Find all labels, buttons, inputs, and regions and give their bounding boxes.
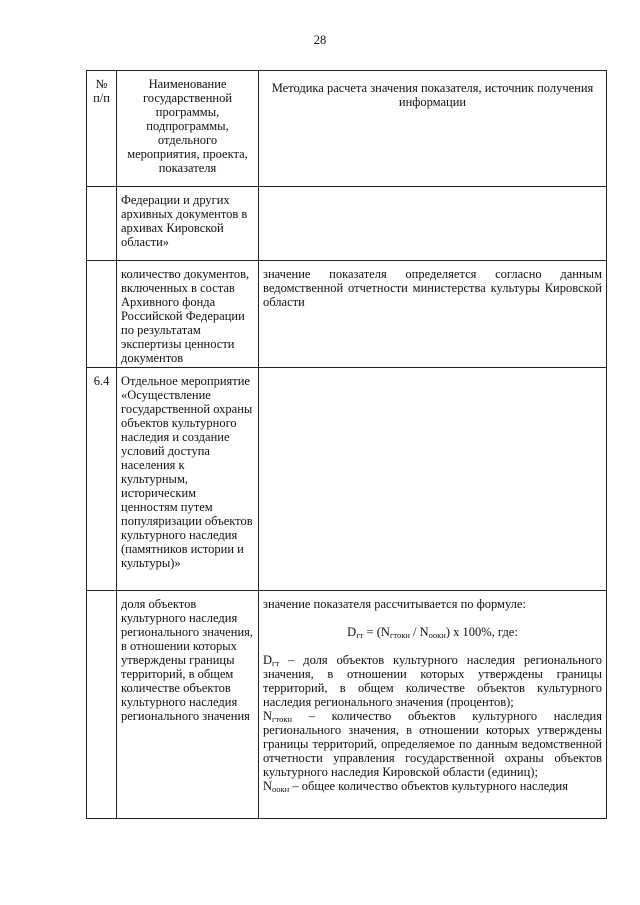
header-name: Наименование государственной программы, подпрограммы, отдельного мероприятия, проекта, показателя [117,71,259,187]
header-method: Методика расчета значения показателя, источник получения информации [259,71,607,187]
row-name: количество документов, включенных в состав Архивного фонда Российской Федерации по результатам экспертизы ценности документов [117,261,259,368]
definition-dgt: $D_{гт}$ – доля объектов культурного наследия регионального значения, в отношении которых утверждены границы территорий, в общем количестве объектов культурного наследия регионального значения (процентов); [263,653,602,709]
row-num [87,187,117,261]
table-row [87,261,607,368]
row-name: доля объектов культурного наследия регионального значения, в отношении которых утверждены границы территорий, в общем количестве объектов культурного наследия регионального значения [117,591,259,819]
method-intro: значение показателя рассчитывается по формуле: [263,597,526,611]
row-method [259,368,607,591]
row-method: значение показателя определяется согласно данным ведомственной отчетности министерства культуры Кировской области [259,261,607,368]
page-number: 28 [313,33,327,47]
methodology-table [86,70,607,819]
row-num: 6.4 [87,368,117,591]
definition-nookn: $N_{оокн}$ – общее количество объектов культурного наследия [263,779,568,794]
row-name: Отдельное мероприятие «Осуществление государственной охраны объектов культурного наследия и создание условий доступа населения к культурным, историческим ценностям путем популяризации объектов культурного наследия (памятников истории и культуры)» [117,368,259,591]
table-row [87,591,607,819]
row-name: Федерации и других архивных документов в архивах Кировской области» [117,187,259,261]
row-method [259,591,607,819]
row-num [87,591,117,819]
formula: $D_{гт} = (N_{гтокн} / N_{оокн})$ x 100%, где: [347,625,518,640]
row-method [259,187,607,261]
table-header-row [87,71,607,187]
table-row [87,368,607,591]
row-num [87,261,117,368]
table-row [87,187,607,261]
definition-ngtokn: $N_{гтокн}$ – количество объектов культурного наследия регионального значения, в отношении которых утверждены границы территорий, определяемое по данным ведомственной отчетности управления государственной охраны объектов культурного наследия Кировской области (единиц); [263,709,602,779]
header-num: № п/п [87,71,117,187]
